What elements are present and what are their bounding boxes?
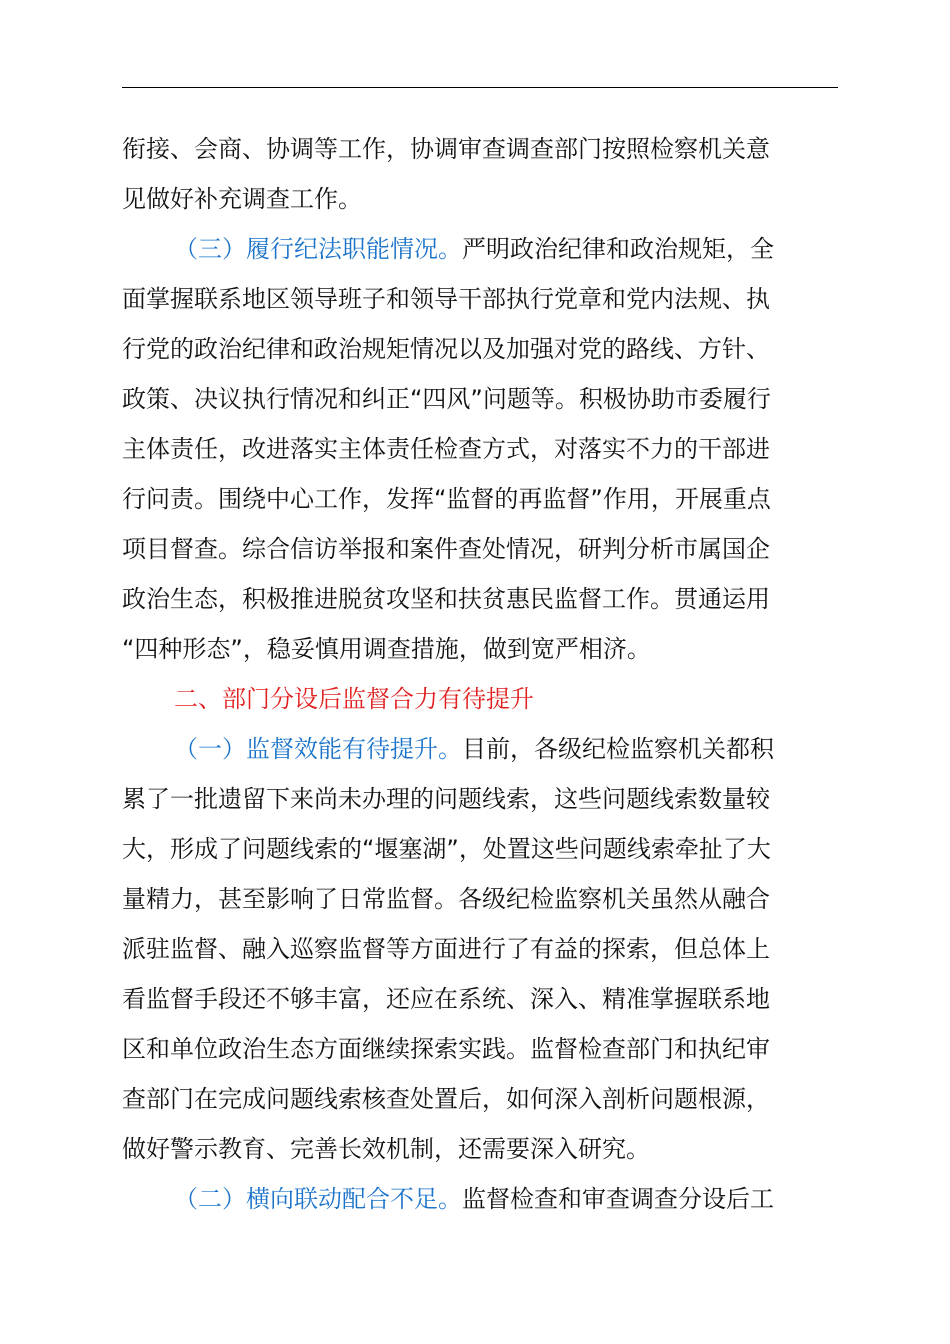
- paragraph-2-line-7: 项目督查。综合信访举报和案件查处情况，研判分析市属国企: [122, 535, 770, 563]
- paragraph-3-line-4: 量精力，甚至影响了日常监督。各级纪检监察机关虽然从融合: [122, 885, 770, 913]
- subheading-fulfill-duties: （三）履行纪法职能情况。: [174, 235, 462, 263]
- paragraph-2-line-1-text: 严明政治纪律和政治规矩，全: [462, 235, 774, 263]
- subheading-horizontal-coordination: （二）横向联动配合不足。: [174, 1185, 462, 1213]
- paragraph-1-line-1: 衔接、会商、协调等工作，协调审查调查部门按照检察机关意: [122, 135, 770, 163]
- paragraph-2-line-9: “四种形态”，稳妥慎用调查措施，做到宽严相济。: [122, 635, 651, 663]
- header-rule: [122, 87, 838, 88]
- paragraph-3-line-2: 累了一批遗留下来尚未办理的问题线索，这些问题线索数量较: [122, 785, 770, 813]
- paragraph-2-line-5: 主体责任，改进落实主体责任检查方式，对落实不力的干部进: [122, 435, 770, 463]
- paragraph-2-line-6: 行问责。围绕中心工作，发挥“监督的再监督”作用，开展重点: [122, 485, 771, 513]
- document-body: [122, 124, 838, 1224]
- paragraph-4-line-1: [122, 1174, 838, 1224]
- paragraph-2-line-3: 行党的政治纪律和政治规矩情况以及加强对党的路线、方针、: [122, 335, 770, 363]
- paragraph-3-line-7: 区和单位政治生态方面继续探索实践。监督检查部门和执纪审: [122, 1035, 770, 1063]
- subheading-supervision-efficiency: （一）监督效能有待提升。: [174, 735, 462, 763]
- paragraph-3-line-1: [122, 724, 838, 774]
- paragraph-3-line-5: 派驻监督、融入巡察监督等方面进行了有益的探索，但总体上: [122, 935, 770, 963]
- paragraph-2-line-8: 政治生态，积极推进脱贫攻坚和扶贫惠民监督工作。贯通运用: [122, 585, 770, 613]
- paragraph-3-line-8: 查部门在完成问题线索核查处置后，如何深入剖析问题根源，: [122, 1085, 770, 1113]
- paragraph-2-line-2: 面掌握联系地区领导班子和领导干部执行党章和党内法规、执: [122, 285, 770, 313]
- paragraph-3-line-9: 做好警示教育、完善长效机制，还需要深入研究。: [122, 1135, 650, 1163]
- section-2-title: 二、部门分设后监督合力有待提升: [174, 685, 534, 713]
- paragraph-1-line-2: 见做好补充调查工作。: [122, 185, 362, 213]
- paragraph-2-line-4: 政策、决议执行情况和纠正“四风”问题等。积极协助市委履行: [122, 385, 771, 413]
- paragraph-3-line-1-text: 目前，各级纪检监察机关都积: [462, 735, 774, 763]
- paragraph-4-line-1-text: 监督检查和审查调查分设后工: [462, 1185, 774, 1213]
- paragraph-2-line-1: [122, 224, 838, 274]
- paragraph-3-line-3: 大，形成了问题线索的“堰塞湖”，处置这些问题线索牵扯了大: [122, 835, 771, 863]
- paragraph-3-line-6: 看监督手段还不够丰富，还应在系统、深入、精准掌握联系地: [122, 985, 770, 1013]
